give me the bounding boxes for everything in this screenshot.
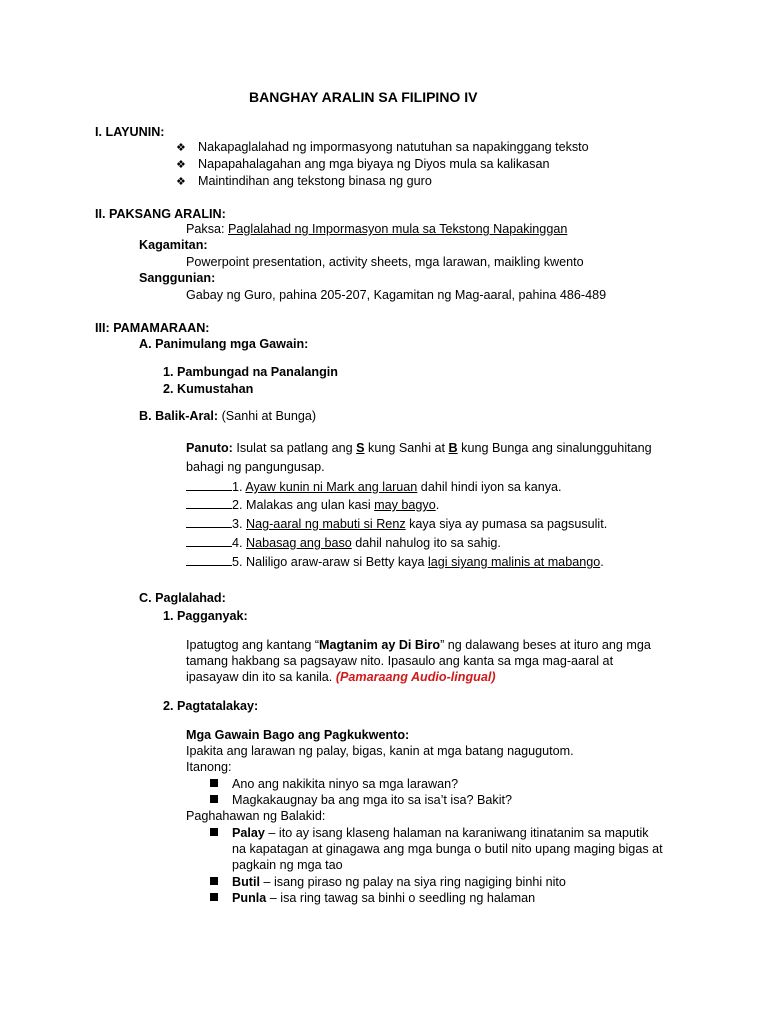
answer-blank[interactable] [186,553,232,566]
answer-blank[interactable] [186,496,232,509]
balakid-item-punla: Punla – isa ring tawag sa binhi o seedling ng halaman [210,890,535,906]
layunin-item: ❖ Nakapaglalahad ng impormasyong natutuhan sa napakinggang teksto [176,140,589,154]
balik-aral-item: 5. Naliligo araw-araw si Betty kaya lagi siyang malinis at mabango. [186,553,604,570]
itanong-label: Itanong: [186,760,232,774]
pagganyak-line-1: Ipatugtog ang kantang “Magtanim ay Di Biro” ng dalawang beses at ituro ang mga [186,638,651,652]
gawain-text: Ipakita ang larawan ng palay, bigas, kanin at mga batang nagugutom. [186,744,574,758]
square-bullet-icon [210,779,218,787]
square-bullet-icon [210,893,218,901]
section-c-heading: C. Paglalahad: [139,591,226,605]
layunin-heading: I. LAYUNIN: [95,125,165,139]
kagamitan-value: Powerpoint presentation, activity sheets, mga larawan, maikling kwento [186,255,584,269]
kagamitan-label: Kagamitan: [139,238,208,252]
layunin-item: ❖ Napapahalagahan ang mga biyaya ng Diyos mula sa kalikasan [176,157,550,171]
section-a-heading: A. Panimulang mga Gawain: [139,337,309,351]
balik-aral-item: 4. Nabasag ang baso dahil nahulog ito sa sahig. [186,534,501,551]
question-item: Magkakaugnay ba ang mga ito sa isa’t isa? Bakit? [210,792,512,808]
balakid-item-butil: Butil – isang piraso ng palay na siya ring nagiging binhi nito [210,874,566,890]
gawain-heading: Mga Gawain Bago ang Pagkukwento: [186,728,410,742]
answer-blank[interactable] [186,478,232,491]
diamond-bullet-icon: ❖ [176,142,186,154]
paksa-value: Paglalahad ng Impormasyon mula sa Tekstong Napakinggan [228,222,568,236]
diamond-bullet-icon: ❖ [176,176,186,188]
pagganyak-line-3: ipasayaw din ito sa kanila. (Pamaraang Audio-lingual) [186,670,496,684]
balik-aral-item: 2. Malakas ang ulan kasi may bagyo. [186,496,439,513]
pagganyak-heading: 1. Pagganyak: [163,609,248,623]
document-title: BANGHAY ARALIN SA FILIPINO IV [249,89,478,105]
answer-blank[interactable] [186,515,232,528]
pamamaraan-heading: III: PAMAMARAAN: [95,321,210,335]
palay-line-2: na kapatagan at ginagawa ang mga bunga o butil nito upang maging bigas at [232,842,663,856]
panimula-item: 1. Pambungad na Panalangin [163,365,338,379]
answer-blank[interactable] [186,534,232,547]
panuto-line: Panuto: Isulat sa patlang ang S kung Sanhi at B kung Bunga ang sinalungguhitang [186,441,652,455]
song-title: Magtanim ay Di Biro [319,638,441,652]
method-note: (Pamaraang Audio-lingual) [335,670,496,684]
balik-aral-item: 3. Nag-aaral ng mabuti si Renz kaya siya ay pumasa sa pagsusulit. [186,515,607,532]
balakid-label: Paghahawan ng Balakid: [186,809,326,823]
sanggunian-label: Sanggunian: [139,271,216,285]
section-b-heading: B. Balik-Aral: (Sanhi at Bunga) [139,409,317,423]
layunin-item: ❖ Maintindihan ang tekstong binasa ng guro [176,174,432,188]
square-bullet-icon [210,828,218,836]
panimula-item: 2. Kumustahan [163,382,254,396]
square-bullet-icon [210,795,218,803]
panuto-line-2: bahagi ng pangungusap. [186,460,325,474]
balik-aral-item: 1. Ayaw kunin ni Mark ang laruan dahil hindi iyon sa kanya. [186,478,562,495]
paksa-line: Paksa: Paglalahad ng Impormasyon mula sa Tekstong Napakinggan [186,222,568,236]
palay-line-3: pagkain ng mga tao [232,858,343,872]
diamond-bullet-icon: ❖ [176,159,186,171]
sanggunian-value: Gabay ng Guro, pahina 205-207, Kagamitan ng Mag-aaral, pahina 486-489 [186,288,607,302]
question-item: Ano ang nakikita ninyo sa mga larawan? [210,776,458,792]
pagganyak-line-2: tamang hakbang sa pagsayaw nito. Ipasaulo ang kanta sa mga mag-aaral at [186,654,614,668]
balakid-item-palay: Palay – ito ay isang klaseng halaman na karaniwang itinatanim sa maputik [210,825,649,841]
pagtatalakay-heading: 2. Pagtatalakay: [163,699,259,713]
paksang-aralin-heading: II. PAKSANG ARALIN: [95,207,226,221]
square-bullet-icon [210,877,218,885]
